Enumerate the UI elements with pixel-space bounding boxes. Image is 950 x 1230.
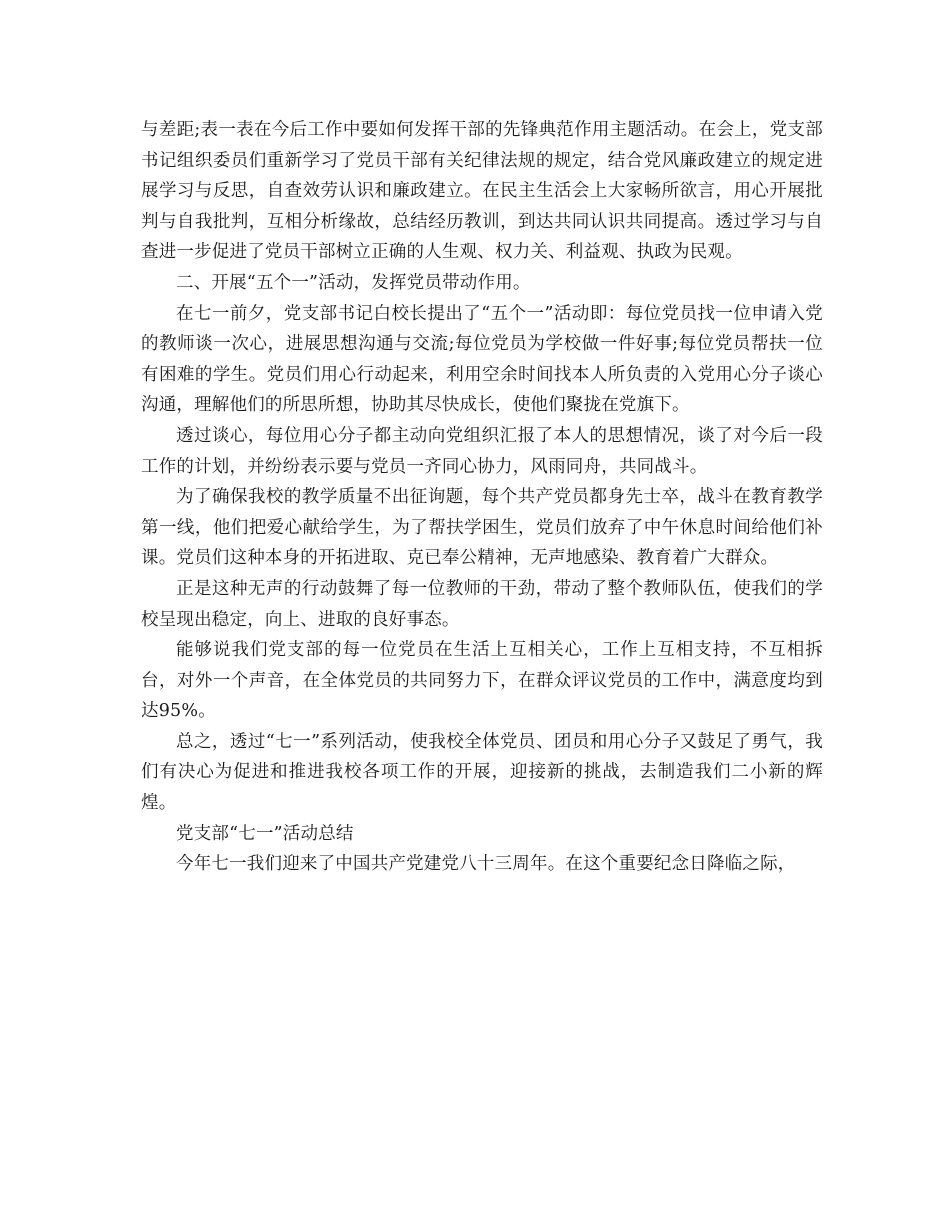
paragraph-1: 与差距;表一表在今后工作中要如何发挥干部的先锋典范作用主题活动。在会上，党支部书记组织委员们重新学习了党员干部有关纪律法规的规定，结合党风廉政建立的规定进展学习与反思，自查效劳认识和廉政建立。在民主生活会上大家畅所欲言，用心开展批判与自我批判，互相分析缘故，总结经历教训，到达共同认识共同提高。透过学习与自查进一步促进了党员干部树立正确的人生观、权力关、利益观、执政为民观。 <box>141 120 823 263</box>
paragraph-3: 在七一前夕，党支部书记白校长提出了“五个一”活动即：每位党员找一位申请入党的教师谈一次心，进展思想沟通与交流;每位党员为学校做一件好事;每位党员帮扶一位有困难的学生。党员们用心行动起来，利用空余时间找本人所负责的入党用心分子谈心沟通，理解他们的所思所想，协助其尽快成长，使他们聚拢在党旗下。 <box>141 303 823 416</box>
paragraph-6: 正是这种无声的行动鼓舞了每一位教师的干劲，带动了整个教师队伍，使我们的学校呈现出稳定，向上、进取的良好事态。 <box>141 578 823 630</box>
paragraph-9-title: 党支部“七一”活动总结 <box>176 823 354 844</box>
document-body <box>141 115 823 880</box>
paragraph-10: 今年七一我们迎来了中国共产党建党八十三周年。在这个重要纪念日降临之际， <box>176 854 796 875</box>
paragraph-4: 透过谈心，每位用心分子都主动向党组织汇报了本人的思想情况，谈了对今后一段工作的计划，并纷纷表示要与党员一齐同心协力，风雨同舟，共同战斗。 <box>141 425 823 477</box>
paragraph-2-section-heading: 二、开展“五个一”活动，发挥党员带动作用。 <box>176 272 531 293</box>
paragraph-8: 总之，透过“七一”系列活动，使我校全体党员、团员和用心分子又鼓足了勇气，我们有决心为促进和推进我校各项工作的开展，迎接新的挑战，去制造我们二小新的辉煌。 <box>141 731 823 814</box>
paragraph-7: 能够说我们党支部的每一位党员在生活上互相关心，工作上互相支持，不互相拆台，对外一个声音，在全体党员的共同努力下，在群众评议党员的工作中，满意度均到达95%。 <box>141 640 823 722</box>
paragraph-5: 为了确保我校的教学质量不出征询题，每个共产党员都身先士卒，战斗在教育教学第一线，他们把爱心献给学生，为了帮扶学困生，党员们放弃了中午休息时间给他们补课。党员们这种本身的开拓进取、克已奉公精神，无声地感染、教育着广大群众。 <box>141 487 823 569</box>
